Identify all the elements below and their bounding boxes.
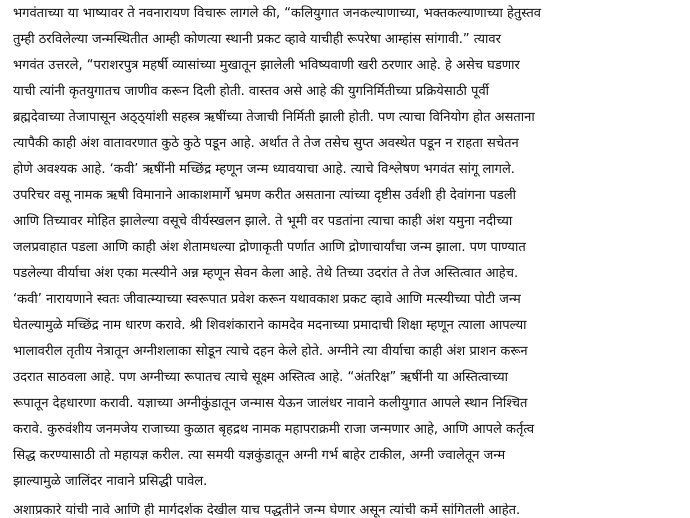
- paragraph-line: भालावरील तृतीय नेत्रातून अग्नीशलाका सोडून त्याचे दहन केले होते. अग्नीने त्या वीर्याचा काही अंश प्राशन करून: [13, 344, 528, 359]
- paragraph-line: जलप्रवाहात पडला आणि काही अंश शेतामधल्या द्रोणाकृती पर्णात आणि द्रोणाचार्यांचा जन्म झाला. पण पाण्यात: [13, 240, 526, 255]
- paragraph-line: उपरिचर वसू नामक ऋषी विमानाने आकाशमार्गे भ्रमण करीत असताना त्यांच्या दृष्टीस उर्वशी ही देवांगना पडली: [13, 188, 517, 203]
- paragraph-line: होणे अवश्यक आहे. ‘कवी’ ऋषींनी मच्छिंद्र म्हणून जन्म ध्यावयाचा आहे. त्याचे विश्लेषण भगवंत सांगू लागले.: [13, 162, 515, 177]
- cutoff-paragraph-line: अशाप्रकारे यांची नावे आणि ही मार्गदर्शक देखील याच पद्धतीने जन्म घेणार असून त्यांची कर्मे सांगितली आहेत.: [13, 503, 521, 518]
- paragraph-line: ‘कवी’ नारायणाने स्वतः जीवात्म्याच्या स्वरूपात प्रवेश करून यथावकाश प्रकट व्हावे आणि मत्स्यीच्या पोटी जन्म: [13, 292, 521, 307]
- paragraph-line: ब्रह्मदेवाच्या तेजापासून अठ्ठ्यांशी सहस्त्र ऋषींच्या तेजाची निर्मिती झाली होती. पण त्याचा विनियोग होत असताना: [13, 110, 535, 125]
- paragraph-line: झाल्यामुळे जालिंदर नावाने प्रसिद्धी पावेल.: [13, 474, 208, 489]
- paragraph-line: सिद्ध करण्यासाठी तो महायज्ञ करील. त्या समयी यज्ञकुंडातून अग्नी गर्भ बाहेर टाकील, अग्नी ज्वालेतून जन्म: [13, 448, 506, 463]
- paragraph-line: रूपातून देहधारणा करावी. यज्ञाच्या अग्नीकुंडातून जन्मास येऊन जालंधर नावाने कलीयुगात आपले स्थान निश्चित: [13, 396, 528, 411]
- paragraph-line: याची त्यांनी कृतयुगातच जाणीव करून दिली होती. वास्तव असे आहे की युगनिर्मितीच्या प्रक्रियेसाठी पूर्वी: [13, 84, 490, 99]
- paragraph-line: तुम्ही ठरविलेल्या जन्मस्थितीत आम्ही कोणत्या स्थानी प्रकट व्हावे याचीही रूपरेषा आम्हांस सांगावी.” त्यावर: [13, 32, 501, 47]
- paragraph-line: आणि तिच्यावर मोहित झालेल्या वसूचे वीर्यस्खलन झाले. ते भूमी वर पडतांना त्याचा काही अंश यमुना नदीच्या: [13, 214, 513, 229]
- paragraph-line: भगवंताच्या या भाष्यावर ते नवनारायण विचारू लागले की, “कलियुगात जनकल्याणाच्या, भक्तकल्याणाच्या हेतुस्तव: [13, 6, 541, 21]
- paragraph-line: पडलेल्या वीर्याचा अंश एका मत्स्यीने अन्न म्हणून सेवन केला आहे. तेथे तिच्या उदरांत ते तेज अस्तित्वात आहेच.: [13, 266, 519, 281]
- paragraph-line: उदरात साठवला आहे. पण अग्नीच्या रूपातच त्याचे सूक्ष्म अस्तित्व आहे. “अंतरिक्ष” ऋषींनी या अस्तित्वाच्या: [13, 370, 508, 385]
- paragraph-line: करावे. कुरुवंशीय जनमजेय राजाच्या कुळात बृहद्रथ नामक महापराक्रमी राजा जन्मणार आहे, आणि आपले कर्तृत्व: [13, 422, 535, 437]
- paragraph-line: घेतल्यामुळे मच्छिंद्र नाम धारण करावे. श्री शिवशंकाराने कामदेव मदनाच्या प्रमादाची शिक्षा म्हणून त्याला आपल्या: [13, 318, 527, 333]
- paragraph-line: त्यापैकी काही अंश वातावरणात कुठे कुठे पडून आहे. अर्थात ते तेज तसेच सुप्त अवस्थेत पडून न राहता सचेतन: [13, 136, 519, 151]
- paragraph-line: भगवंत उत्तरले, “पराशरपुत्र महर्षी व्यासांच्या मुखातून झालेली भविष्यवाणी खरी ठरणार आहे. हे असेच घडणार: [13, 58, 520, 73]
